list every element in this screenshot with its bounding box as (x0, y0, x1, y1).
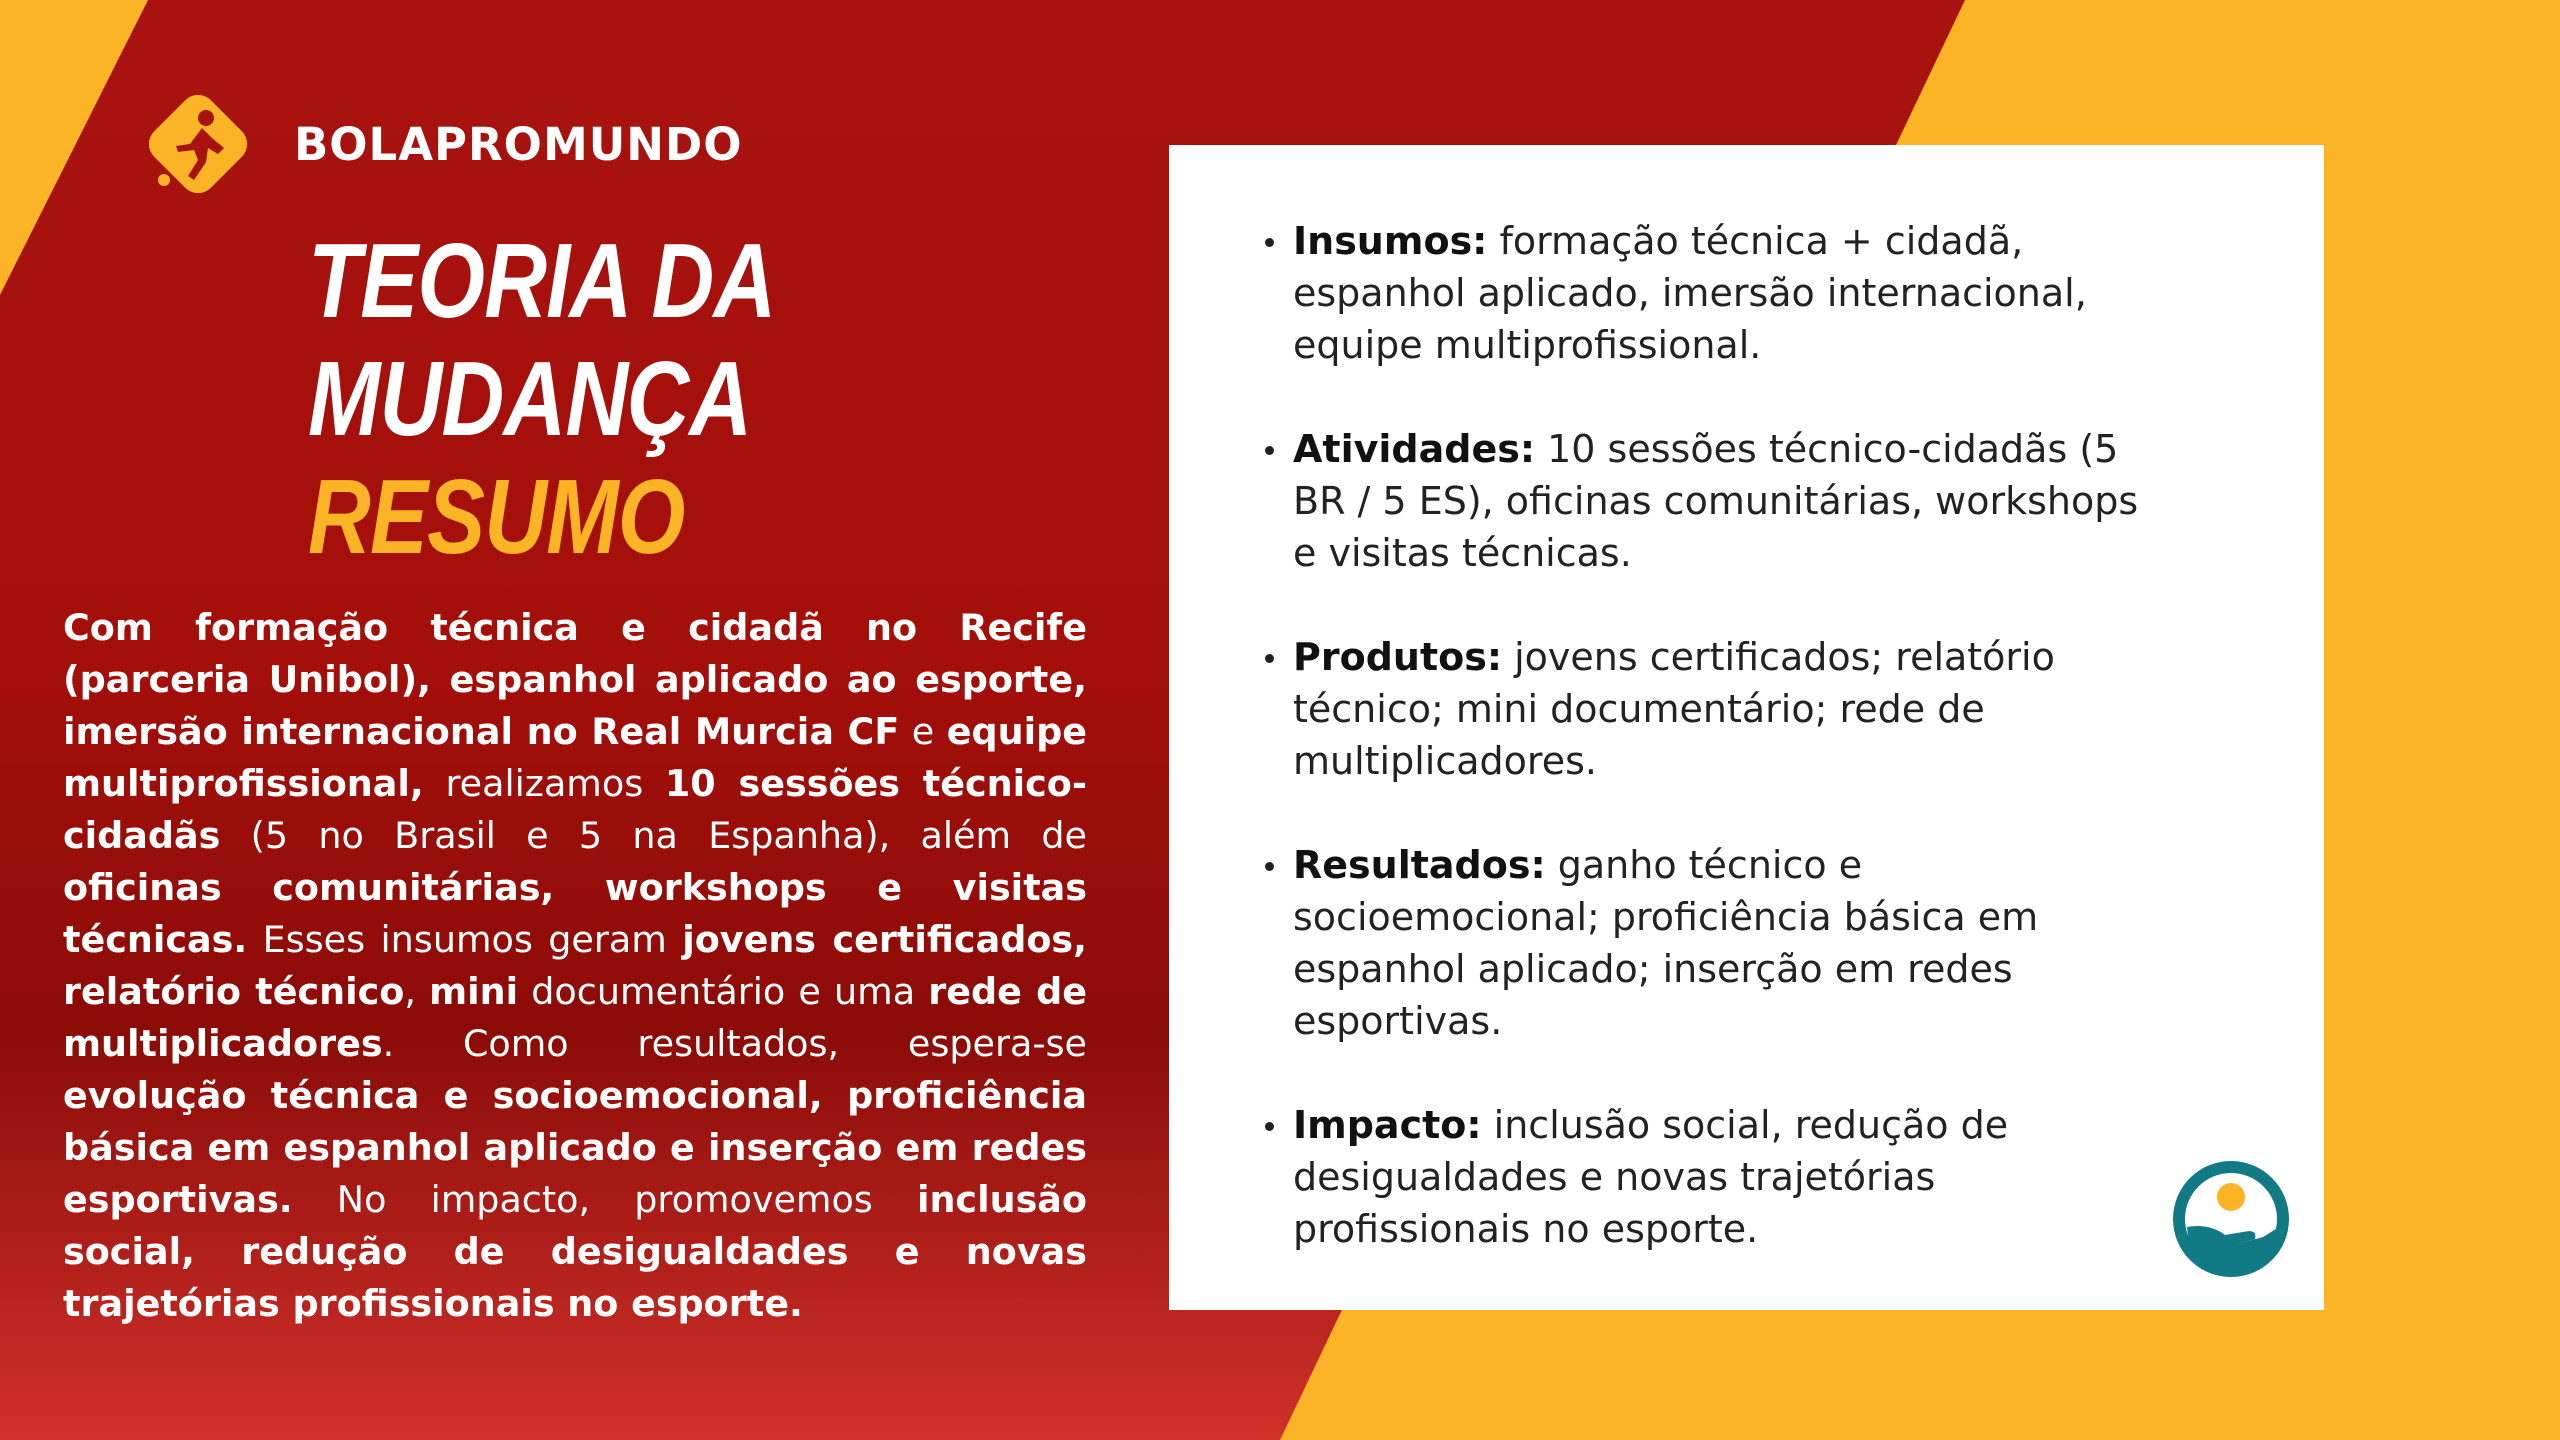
summary-text: e (899, 710, 947, 753)
summary-bold: oficinas comunitárias, workshops e visitas técnicas. (63, 866, 1087, 961)
list-item-label: Resultados: (1293, 843, 1546, 887)
summary-text: , (404, 970, 430, 1013)
summary-bold: Com formação técnica e cidadã no Recife (parceria Unibol), espanhol aplicado ao esporte, imersão internacional no Real Murcia CF (63, 606, 1087, 753)
summary-bold: 10 sessões técnico-cidadãs (63, 762, 1087, 857)
summary-bold: inclusão social, redução de desigualdades e novas trajetórias profissionais no esporte. (63, 1178, 1087, 1325)
summary-bold: evolução técnica e socioemocional, proficiência básica em espanhol aplicado e inserção em redes esportivas. (63, 1074, 1087, 1221)
list-item-label: Impacto: (1293, 1103, 1482, 1147)
summary-text: No impacto, promovemos (292, 1178, 917, 1221)
theory-list (1293, 215, 2163, 1307)
list-item-text: 10 sessões técnico-cidadãs (5 BR / 5 ES), oficinas comunitárias, workshops e visitas técnicas. (1293, 427, 2139, 575)
summary-bold: mini (429, 970, 519, 1013)
list-item-impacto (1293, 1099, 2163, 1255)
title-line-3: RESUMO (308, 458, 685, 576)
page-title (308, 222, 775, 576)
list-item-text: inclusão social, redução de desigualdades e novas trajetórias profissionais no esporte. (1293, 1103, 2009, 1251)
summary-bold: jovens certificados, relatório técnico (63, 918, 1087, 1013)
summary-text: realizamos (423, 762, 665, 805)
summary-text: (5 no Brasil e 5 na Espanha), além de (220, 814, 1087, 857)
list-item-resultados (1293, 839, 2163, 1047)
list-item-insumos (1293, 215, 2163, 371)
soccer-player-icon (142, 88, 254, 200)
hand-sun-icon (2169, 1157, 2293, 1281)
list-item-text: jovens certificados; relatório técnico; mini documentário; rede de multiplicadores. (1293, 635, 2055, 783)
summary-bold: rede de multiplicadores (63, 970, 1087, 1065)
summary-text: documentário e uma (518, 970, 929, 1013)
list-item-atividades (1293, 423, 2163, 579)
summary-paragraph (63, 602, 1087, 1330)
brand (142, 88, 743, 200)
summary-bold: equipe multiprofissional, (63, 710, 1087, 805)
list-item-produtos (1293, 631, 2163, 787)
summary-text: Esses insumos geram (247, 918, 683, 961)
title-line-2: MUDANÇA (308, 340, 752, 458)
list-item-label: Insumos: (1293, 219, 1488, 263)
list-item-text: ganho técnico e socioemocional; proficiência básica em espanhol aplicado; inserção em redes esportivas. (1293, 843, 2039, 1043)
brand-name: BOLAPROMUNDO (294, 117, 743, 171)
summary-card (1169, 145, 2324, 1310)
list-item-text: formação técnica + cidadã, espanhol aplicado, imersão internacional, equipe multiprofissional. (1293, 219, 2087, 367)
summary-text: . Como resultados, espera-se (382, 1022, 1087, 1065)
title-line-1: TEORIA DA (308, 222, 776, 340)
list-item-label: Produtos: (1293, 635, 1503, 679)
list-item-label: Atividades: (1293, 427, 1536, 471)
